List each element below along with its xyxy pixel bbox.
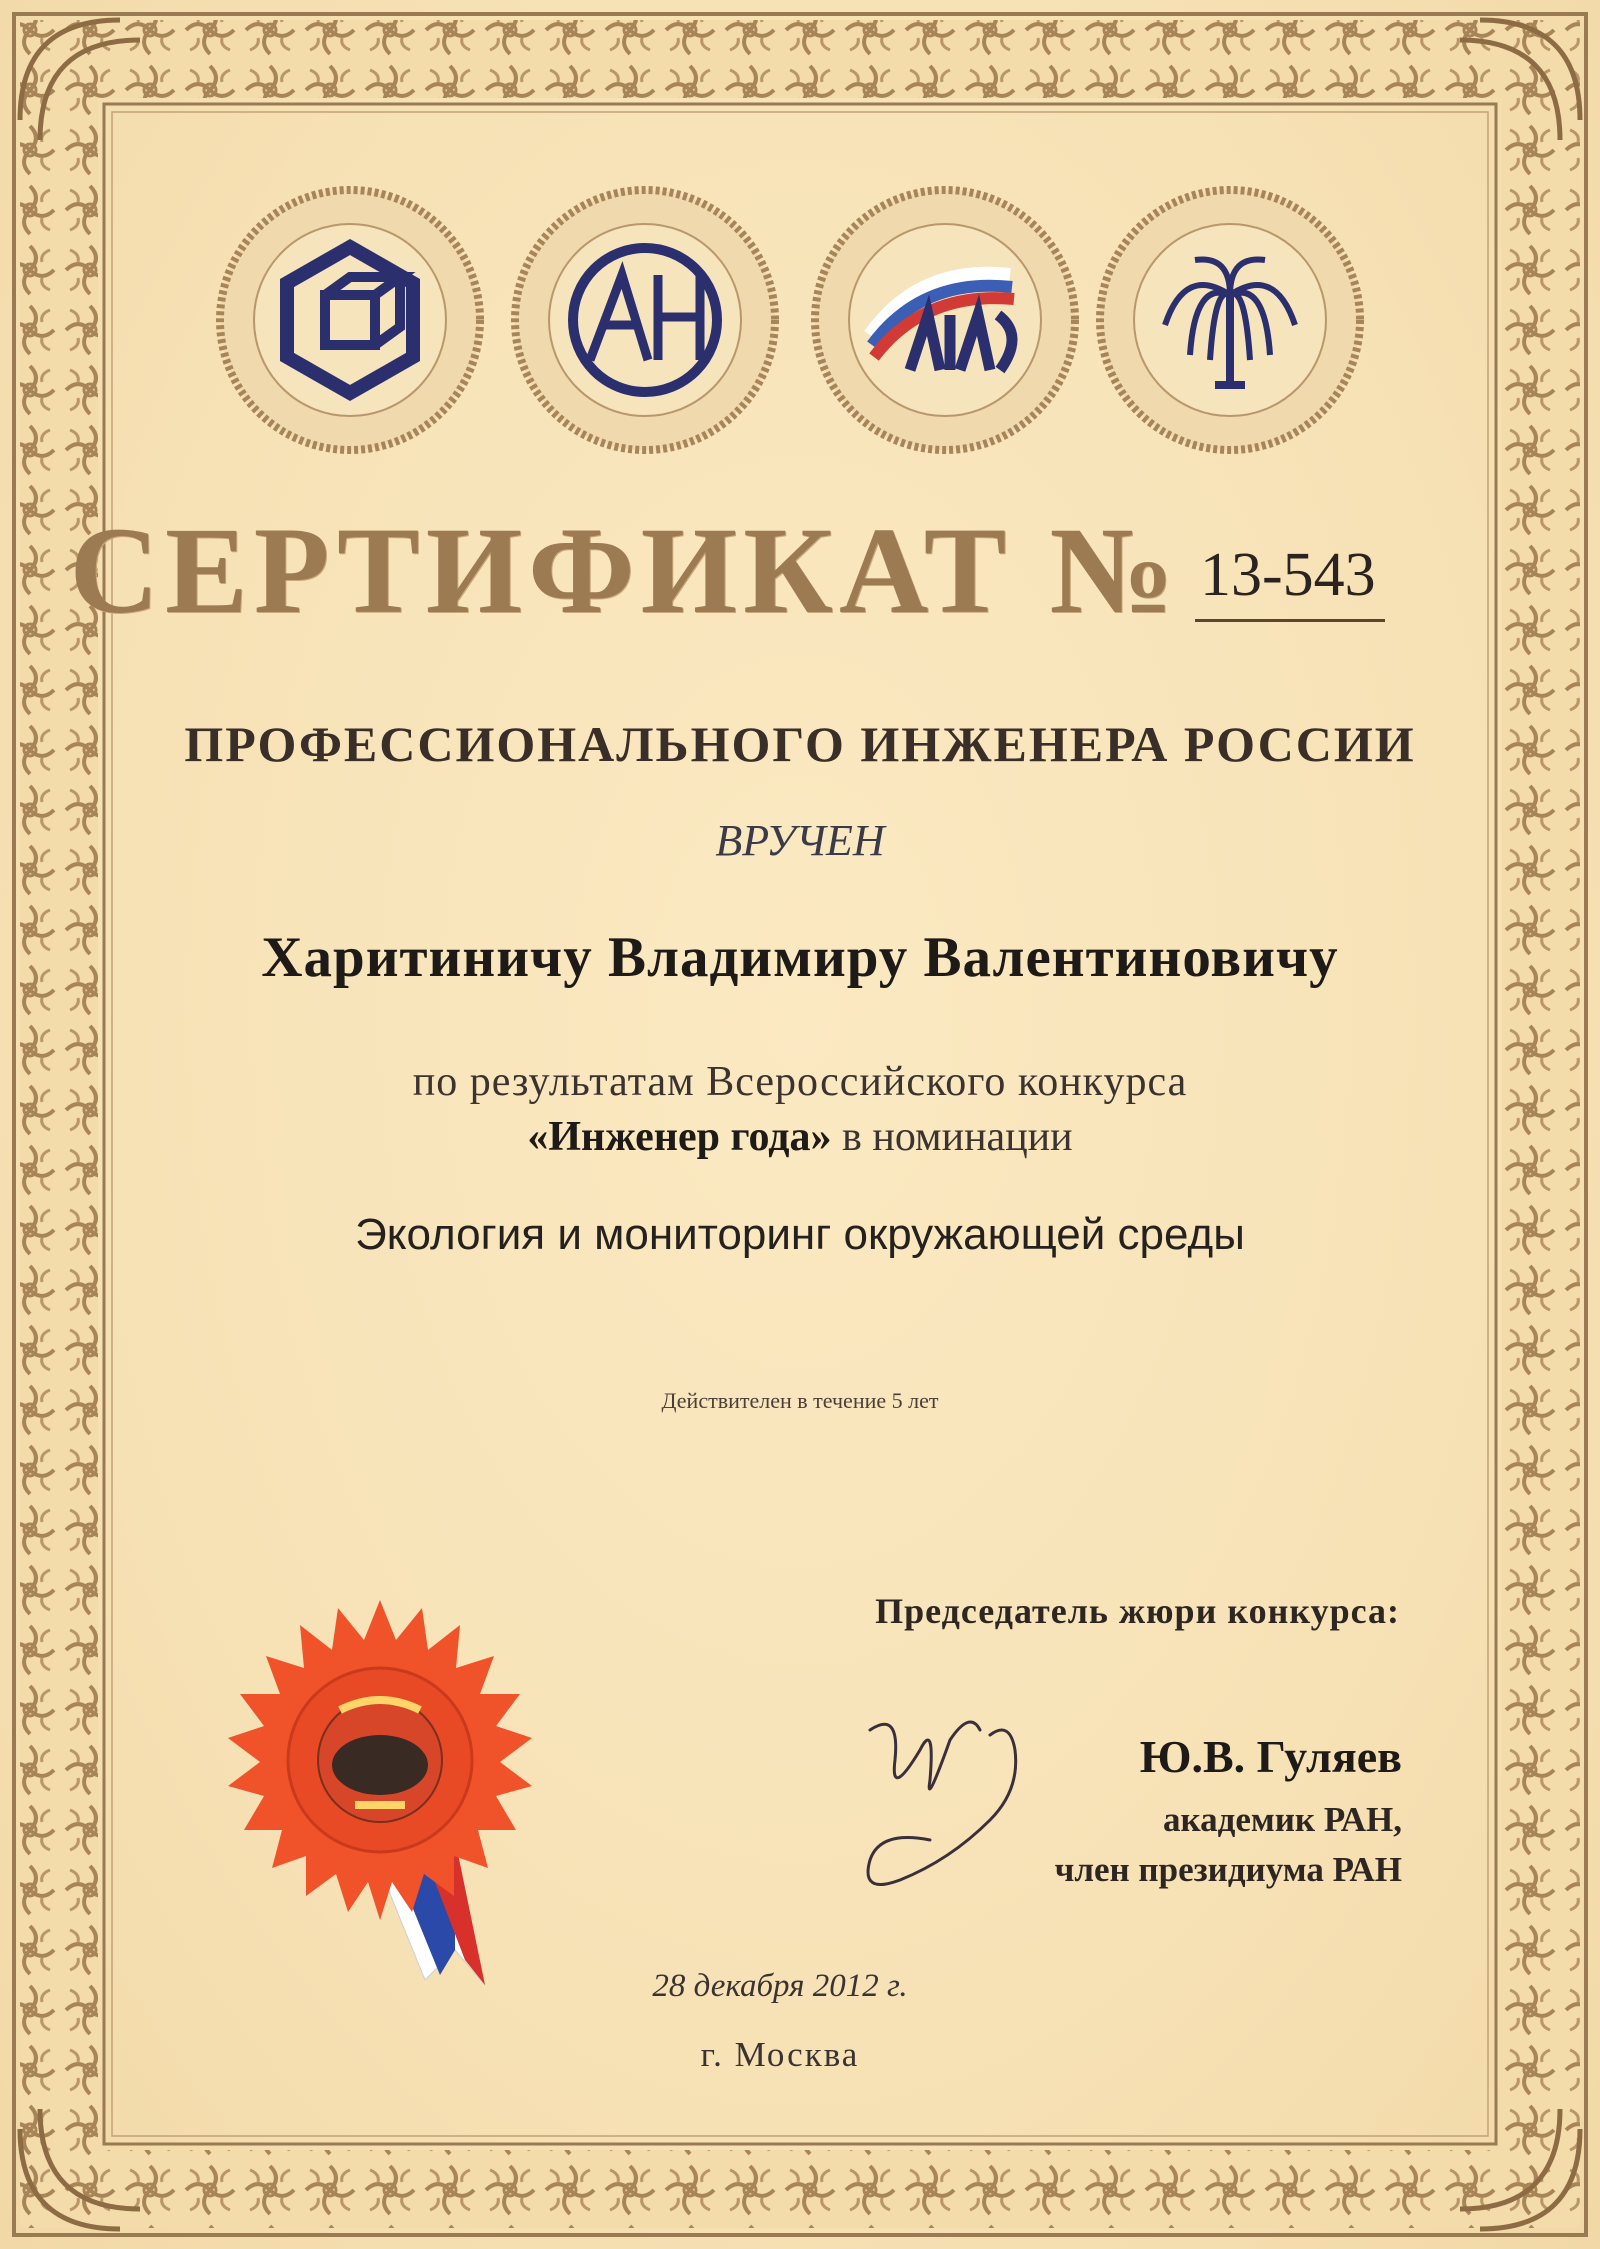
- signer-name: Ю.В. Гуляев: [1139, 1731, 1402, 1782]
- seal-2-icon: [510, 185, 780, 455]
- validity-note: Действителен в течение 5 лет: [661, 1388, 939, 1413]
- seal-3-icon: [810, 185, 1080, 455]
- seal-4-icon: [1095, 185, 1365, 455]
- awarded-label: ВРУЧЕН: [715, 816, 885, 865]
- jury-chair-label: Председатель жюри конкурса:: [875, 1591, 1400, 1631]
- certificate-subtitle: ПРОФЕССИОНАЛЬНОГО ИНЖЕНЕРА РОССИИ: [184, 716, 1416, 772]
- nomination-prefix: в номинации: [831, 1114, 1073, 1160]
- seal-1-icon: [215, 185, 485, 455]
- contest-rosette-icon: [210, 1590, 550, 2010]
- certificate-number: 13-543: [1200, 541, 1376, 609]
- certificate-number-underline: [1195, 619, 1385, 622]
- signer-role-academician: академик РАН,: [1163, 1800, 1402, 1839]
- certificate-title: СЕРТИФИКАТ №: [69, 502, 1180, 639]
- recipient-name: Харитиничу Владимиру Валентиновичу: [261, 926, 1339, 989]
- contest-name: «Инженер года»: [527, 1114, 832, 1160]
- issue-city: г. Москва: [700, 2035, 860, 2074]
- nomination-title: Экология и мониторинг окружающей среды: [355, 1210, 1245, 1259]
- issue-date: 28 декабря 2012 г.: [652, 1968, 908, 2004]
- contest-line: по результатам Всероссийского конкурса: [412, 1059, 1188, 1105]
- contest-name-line: [0, 1113, 1600, 1161]
- signer-role-presidium: член президиума РАН: [1054, 1850, 1402, 1889]
